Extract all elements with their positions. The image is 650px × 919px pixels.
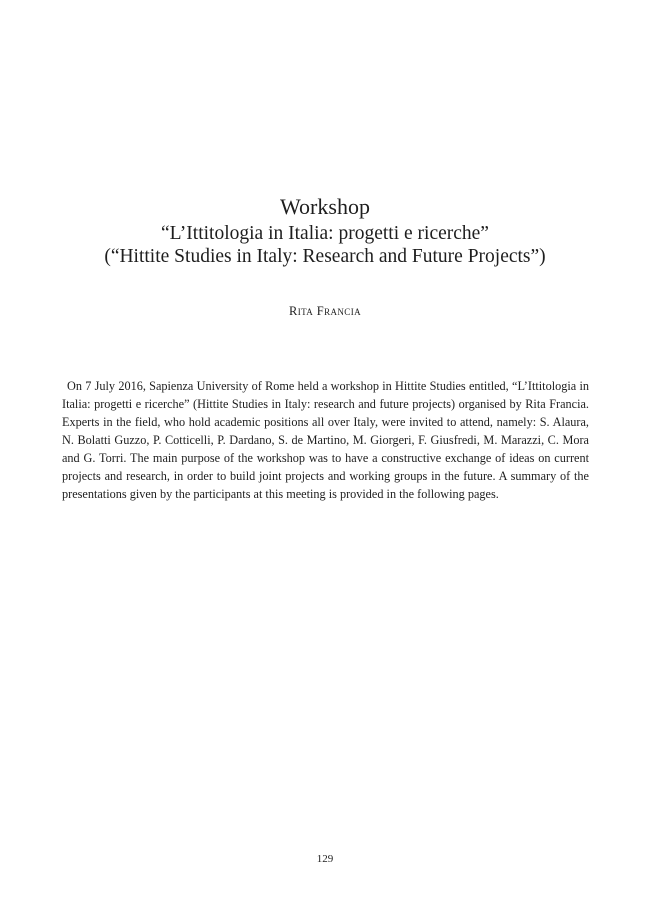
author-name: Rita Francia: [289, 304, 361, 318]
italian-title: “L’Ittitologia in Italia: progetti e ricerche”: [161, 223, 489, 244]
page-number: 129: [316, 853, 334, 865]
workshop-heading: Workshop: [280, 194, 370, 219]
abstract-paragraph: On 7 July 2016, Sapienza University of Rome held a workshop in Hittite Studies entitled, “L’Ittitologia in Italia: progetti e ricerche” (Hittite Studies in Italy: research and future projects) organised by Rita Francia. Experts in the field, who hold academic positions all over Italy, were invited to attend, namely: S. Alaura, N. Bolatti Guzzo, P. Cotticelli, P. Dardano, S. de Martino, M. Giorgeri, F. Giusfredi, M. Marazzi, C. Mora and G. Torri. The main purpose of the workshop was to have a constructive exchange of ideas on current projects and research, in order to build joint projects and working groups in the future. A summary of the presentations given by the participants at this meeting is provided in the following pages.: [62, 379, 589, 501]
english-title: (“Hittite Studies in Italy: Research and Future Projects”): [104, 246, 546, 267]
